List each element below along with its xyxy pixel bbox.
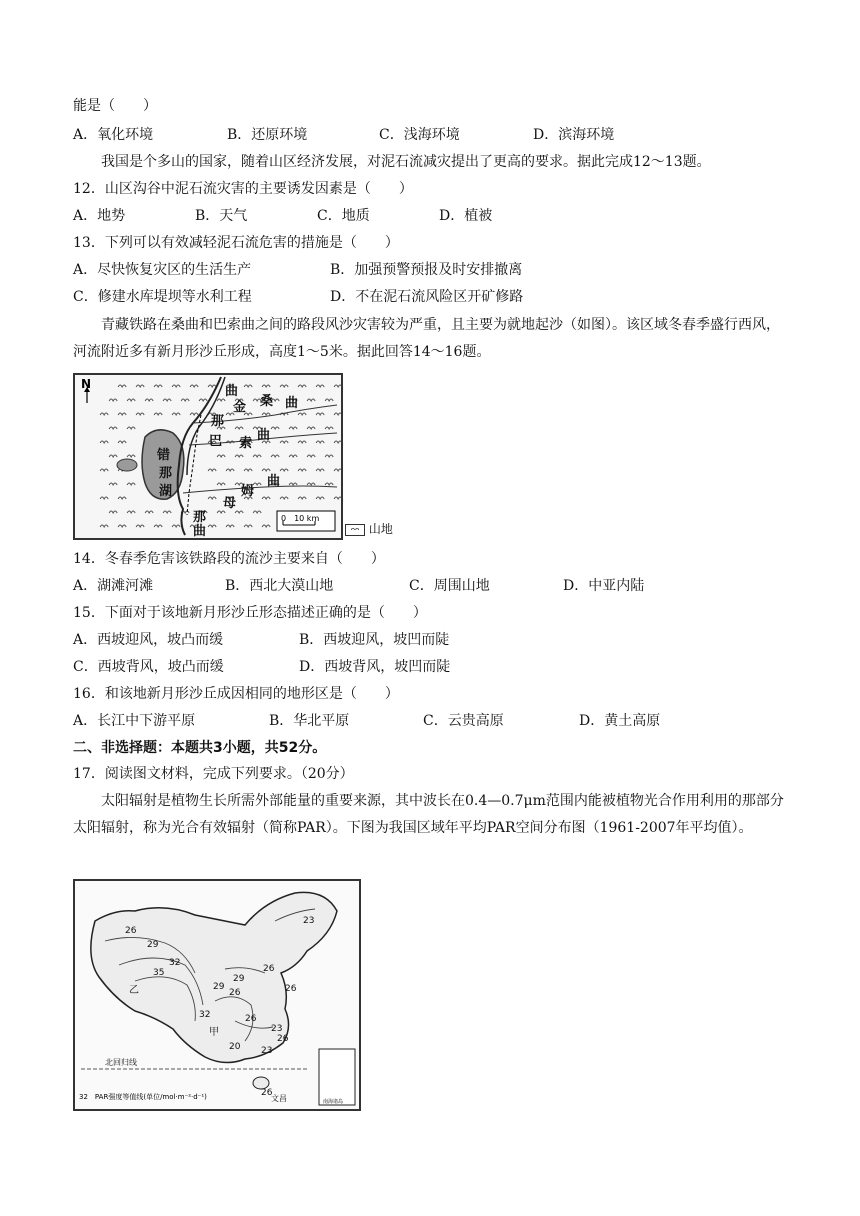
q11-option-b: B．还原环境 <box>227 127 308 143</box>
mountain-symbol <box>289 455 297 457</box>
map-legend <box>345 520 393 537</box>
mountain-symbol <box>244 385 252 387</box>
mountain-symbol <box>307 427 315 429</box>
mountain-symbol <box>145 511 153 513</box>
q11-tail: 能是（ ） <box>73 98 157 114</box>
map-label: 那 <box>193 510 207 525</box>
mountain-symbol <box>118 525 126 527</box>
mountain-symbol <box>154 385 162 387</box>
q12-option-b: B．天气 <box>195 208 248 224</box>
mountain-symbol <box>136 385 144 387</box>
mountain-symbol <box>289 427 297 429</box>
mountain-symbol <box>208 385 216 387</box>
q14-option-c: C．周围山地 <box>409 578 490 594</box>
inset-note: 南海诸岛 <box>323 1099 344 1105</box>
q11-option-a: A．氧化环境 <box>73 127 154 143</box>
q13-option-c: C．修建水库堤坝等水利工程 <box>73 289 252 305</box>
q12-options <box>73 206 793 226</box>
mountain-symbol <box>316 469 324 471</box>
mountain-symbol <box>289 483 297 485</box>
mountain-symbol <box>100 469 108 471</box>
q12-option-c: C．地质 <box>317 208 370 224</box>
par-value: 29 <box>213 982 225 992</box>
mountain-symbol <box>118 497 126 499</box>
mountain-symbol <box>334 385 341 387</box>
mountain-symbol <box>208 525 216 527</box>
mountain-symbol <box>334 441 341 443</box>
mountain-symbol <box>316 441 324 443</box>
mountain-symbol <box>109 427 117 429</box>
q15-stem: 15．下面对于该地新月形沙丘形态描述正确的是（ ） <box>73 605 427 621</box>
par-value: 26 <box>125 926 137 936</box>
mountain-symbol <box>109 455 117 457</box>
mountain-symbol <box>217 455 225 457</box>
mountain-symbol <box>262 413 270 415</box>
par-value: 23 <box>261 1046 273 1056</box>
map-label: 错 <box>157 448 171 463</box>
mountain-symbol <box>235 455 243 457</box>
mountain-symbol <box>334 497 341 499</box>
north-label: N <box>81 377 92 391</box>
map-label: 湖 <box>159 484 173 499</box>
mountain-symbol <box>271 455 279 457</box>
mountain-legend-icon: ᴖᴖ <box>345 524 365 536</box>
small-lake-shape <box>117 459 137 471</box>
map-label: 曲 <box>267 474 281 489</box>
par-value: 26 <box>245 1014 257 1024</box>
mountain-symbol <box>316 385 324 387</box>
par-value: 29 <box>147 940 159 950</box>
par-value: 26 <box>263 964 275 974</box>
mountain-symbol <box>127 399 135 401</box>
q15-options-row1 <box>73 630 793 650</box>
mountain-symbol <box>127 483 135 485</box>
mountain-symbol <box>163 399 171 401</box>
map-label: 那 <box>211 414 225 429</box>
mountain-symbol <box>226 525 234 527</box>
tropic-label: 北回归线 <box>105 1058 137 1067</box>
q13-options-row2 <box>73 287 793 307</box>
mountain-symbol <box>109 399 117 401</box>
par-value: 32 <box>199 1010 211 1020</box>
q13-option-a: A．尽快恢复灾区的生活生产 <box>73 262 252 278</box>
par-value: 26 <box>285 984 297 994</box>
q15-options-row2 <box>73 657 793 677</box>
q12-option-d: D．植被 <box>439 208 493 224</box>
mountain-symbol <box>154 413 162 415</box>
mountain-symbol <box>325 427 333 429</box>
q12-stem: 12．山区沟谷中泥石流灾害的主要诱发因素是（ ） <box>73 181 413 197</box>
q16-stem: 16．和该地新月形沙丘成因相同的地形区是（ ） <box>73 686 399 702</box>
q17-stem: 17．阅读图文材料，完成下列要求。（20分） <box>73 766 354 782</box>
mountain-symbol <box>127 427 135 429</box>
mountain-symbol <box>217 511 225 513</box>
mountain-symbol <box>118 385 126 387</box>
q14-option-a: A．湖滩河滩 <box>73 578 154 594</box>
mountain-symbol <box>154 525 162 527</box>
map-label: 桑 <box>260 394 274 409</box>
legend-label: 山地 <box>368 522 393 536</box>
map-label: 巴 <box>209 434 223 449</box>
section-2-heading: 二、非选择题：本题共3小题，共52分。 <box>73 740 327 756</box>
mountain-symbol <box>262 525 270 527</box>
par-value: 26 <box>277 1034 289 1044</box>
mountain-symbol <box>307 399 315 401</box>
mountain-symbol <box>280 497 288 499</box>
place-label-wenchang: 文昌 <box>271 1094 287 1103</box>
scale-bar <box>277 511 335 531</box>
mountain-symbol <box>100 497 108 499</box>
mountain-symbol <box>208 497 216 499</box>
par-value: 20 <box>229 1042 241 1052</box>
mountain-symbol <box>217 483 225 485</box>
map-label: 母 <box>223 496 237 511</box>
par-value: 35 <box>153 968 165 978</box>
mountain-symbol <box>172 413 180 415</box>
mountain-symbol <box>181 399 189 401</box>
mountain-symbol <box>262 469 270 471</box>
mountain-symbol <box>334 469 341 471</box>
q13-option-d: D．不在泥石流风险区开矿修路 <box>330 289 524 305</box>
mountain-symbol <box>163 511 171 513</box>
q16-option-a: A．长江中下游平原 <box>73 713 196 729</box>
mountain-symbol <box>253 455 261 457</box>
mountain-symbol <box>253 511 261 513</box>
mountain-symbol <box>298 441 306 443</box>
mountain-symbol <box>100 525 108 527</box>
map-railway-area <box>73 373 343 540</box>
q15-option-c: C．西坡背风，坡凸而缓 <box>73 659 224 675</box>
q11-option-c: C．浅海环境 <box>379 127 460 143</box>
mountain-symbol <box>334 413 341 415</box>
mountain-symbol <box>235 427 243 429</box>
mountain-symbol <box>280 469 288 471</box>
map-label: 金 <box>233 400 247 415</box>
q15-option-d: D．西坡背风，坡凹而陡 <box>299 659 451 675</box>
mountain-symbol <box>190 413 198 415</box>
q11-options <box>73 125 793 145</box>
mountain-symbol <box>298 413 306 415</box>
par-value: 32 <box>169 958 181 968</box>
mountain-symbol <box>271 427 279 429</box>
place-label-jia: 甲 <box>209 1027 219 1038</box>
mountain-symbols <box>100 385 341 527</box>
river-mumuqu <box>183 486 337 493</box>
q14-options <box>73 576 793 596</box>
mountain-symbol <box>244 525 252 527</box>
mountain-symbol <box>307 455 315 457</box>
par-legend: 32 PAR强度等值线(单位/mol·m⁻²·d⁻¹) <box>79 1093 207 1101</box>
q17-material: 太阳辐射是植物生长所需外部能量的重要来源，其中波长在0.4—0.7μm范围内能被植物光合作用利用的那部分太阳辐射，称为光合有效辐射（简称PAR）。下图为我国区域年平均PAR空间分布图（1961-2007年平均值）。 <box>73 793 784 836</box>
map-label: 曲 <box>285 396 299 411</box>
mountain-symbol <box>118 413 126 415</box>
mountain-symbol <box>325 483 333 485</box>
mountain-symbol <box>262 385 270 387</box>
par-value: 26 <box>261 1088 273 1098</box>
mountain-symbol <box>226 469 234 471</box>
intro-12-13: 我国是个多山的国家，随着山区经济发展，对泥石流减灾提出了更高的要求。据此完成12～13题。 <box>101 154 711 170</box>
par-value: 23 <box>271 1024 283 1034</box>
par-value: 29 <box>233 974 245 984</box>
map-label: 索 <box>239 436 253 451</box>
mountain-symbol <box>298 497 306 499</box>
intro-14-16: 青藏铁路在桑曲和巴索曲之间的路段风沙灾害较为严重，且主要为就地起沙（如图）。该区域冬春季盛行西风，河流附近多有新月形沙丘形成，高度1～5米。据此回答14～16题。 <box>73 317 780 360</box>
q13-option-b: B．加强预警预报及时安排撤离 <box>330 262 523 278</box>
mountain-symbol <box>199 399 207 401</box>
q14-option-b: B．西北大漠山地 <box>225 578 334 594</box>
mountain-symbol <box>109 511 117 513</box>
q14-option-d: D．中亚内陆 <box>563 578 645 594</box>
q16-option-d: D．黄土高原 <box>579 713 661 729</box>
map-label: 曲 <box>225 384 239 399</box>
q15-option-a: A．西坡迎风，坡凸而缓 <box>73 632 224 648</box>
mountain-symbol <box>217 399 225 401</box>
q14-stem: 14．冬春季危害该铁路段的流沙主要来自（ ） <box>73 551 385 567</box>
mountain-symbol <box>127 455 135 457</box>
map-china-par <box>73 879 361 1111</box>
q11-option-d: D．滨海环境 <box>533 127 615 143</box>
map-label: 姆 <box>241 484 255 499</box>
q15-option-b: B．西坡迎风，坡凹而陡 <box>299 632 450 648</box>
mountain-symbol <box>235 511 243 513</box>
mountain-symbol <box>208 469 216 471</box>
mountain-symbol <box>316 413 324 415</box>
mountain-symbol <box>325 455 333 457</box>
map-label: 曲 <box>193 524 207 538</box>
mountain-symbol <box>325 399 333 401</box>
q16-options <box>73 711 793 731</box>
mountain-symbol <box>244 469 252 471</box>
mountain-symbol <box>307 483 315 485</box>
mountain-symbol <box>262 497 270 499</box>
mountain-symbol <box>172 385 180 387</box>
q13-options-row1 <box>73 260 793 280</box>
map-label: 那 <box>159 466 173 481</box>
mountain-symbol <box>316 497 324 499</box>
mountain-symbol <box>280 441 288 443</box>
mountain-symbol <box>280 385 288 387</box>
mountain-symbol <box>100 413 108 415</box>
mountain-symbol <box>136 525 144 527</box>
mountain-symbol <box>136 413 144 415</box>
place-label-yi: 乙 <box>129 985 139 996</box>
scale-label: 0 10 km <box>281 514 320 523</box>
mountain-symbol <box>109 483 117 485</box>
mountain-symbol <box>118 441 126 443</box>
q13-stem: 13．下列可以有效减轻泥石流危害的措施是（ ） <box>73 235 399 251</box>
q16-option-c: C．云贵高原 <box>423 713 504 729</box>
mountain-symbol <box>298 469 306 471</box>
mountain-symbol <box>190 385 198 387</box>
mountain-symbol <box>172 525 180 527</box>
mountain-symbol <box>298 385 306 387</box>
mountain-symbol <box>145 399 153 401</box>
map-label: 曲 <box>257 428 271 443</box>
south-china-sea-inset <box>319 1049 355 1105</box>
par-value: 23 <box>303 916 315 926</box>
par-value: 26 <box>229 988 241 998</box>
q16-option-b: B．华北平原 <box>269 713 350 729</box>
mountain-symbol <box>253 483 261 485</box>
mountain-symbol <box>100 441 108 443</box>
q12-option-a: A．地势 <box>73 208 126 224</box>
mountain-symbol <box>127 511 135 513</box>
